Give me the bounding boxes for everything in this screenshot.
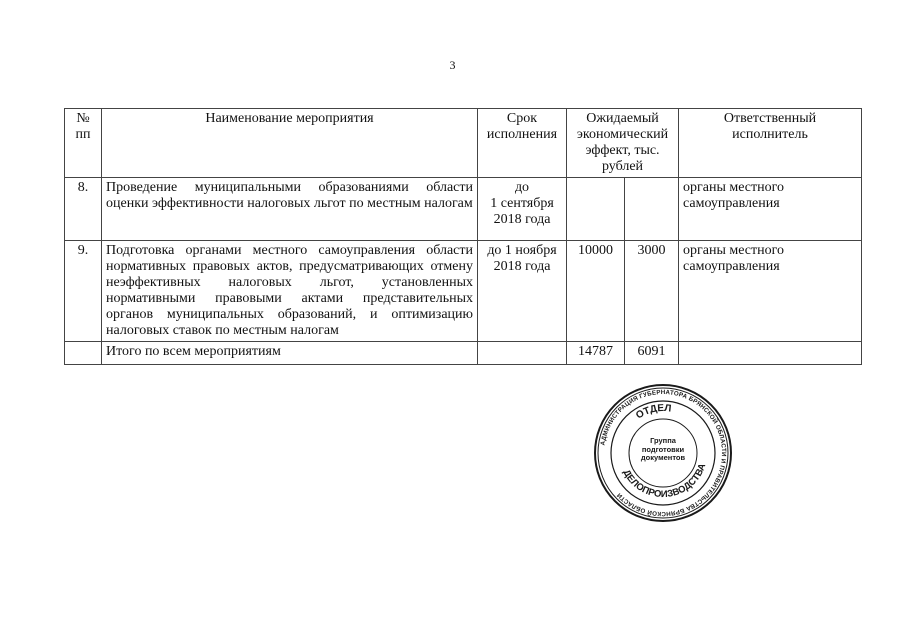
row-effect-2	[625, 178, 679, 241]
total-effect-2: 6091	[625, 342, 679, 365]
header-responsible: Ответственный исполнитель	[679, 109, 862, 178]
row-effect-2: 3000	[625, 241, 679, 342]
svg-text:ОТДЕЛ	[634, 403, 672, 422]
stamp-outer-text: АДМИНИСТРАЦИЯ ГУБЕРНАТОРА БРЯНСКОЙ ОБЛАСТИ И ПРАВИТЕЛЬСТВА БРЯНСКОЙ ОБЛАСТИ	[599, 388, 728, 518]
row-effect-1	[567, 178, 625, 241]
row-effect-1: 10000	[567, 241, 625, 342]
table-row	[65, 241, 862, 342]
header-term: Срок исполнения	[478, 109, 567, 178]
row-responsible: органы местного самоуправления	[679, 241, 862, 342]
row-name: Проведение муниципальными образованиями области оценки эффективности налоговых льгот по местным налогам	[102, 178, 478, 241]
total-responsible	[679, 342, 862, 365]
row-term: до 1 ноября 2018 года	[478, 241, 567, 342]
stamp-department: ОТДЕЛ	[634, 402, 672, 422]
total-row	[65, 342, 862, 365]
header-name: Наименование мероприятия	[102, 109, 478, 178]
row-responsible: органы местного самоуправления	[679, 178, 862, 241]
total-term	[478, 342, 567, 365]
total-number	[65, 342, 102, 365]
page-number: 3	[449, 58, 456, 72]
official-stamp	[593, 383, 733, 523]
total-label: Итого по всем мероприятиям	[102, 342, 478, 365]
stamp-center-text: Группа подготовки документов	[640, 437, 686, 462]
row-term: до 1 сентября 2018 года	[478, 178, 567, 241]
row-number: 9.	[65, 241, 102, 342]
total-effect-1: 14787	[567, 342, 625, 365]
stamp-department-2: ДЕЛОПРОИЗВОДСТВА	[620, 462, 709, 501]
header-effect: Ожидаемый экономический эффект, тыс. рублей	[567, 109, 679, 178]
table-row	[65, 178, 862, 241]
measures-table	[64, 108, 862, 365]
row-name: Подготовка органами местного самоуправления области нормативных правовых актов, предусматривающих отмену неэффективных налоговых льгот, установленных нормативными правовыми актами представительных органов муниципальных образований, и оптимизацию налоговых ставок по местным налогам	[102, 241, 478, 342]
row-number: 8.	[65, 178, 102, 241]
header-number: № пп	[65, 109, 102, 178]
